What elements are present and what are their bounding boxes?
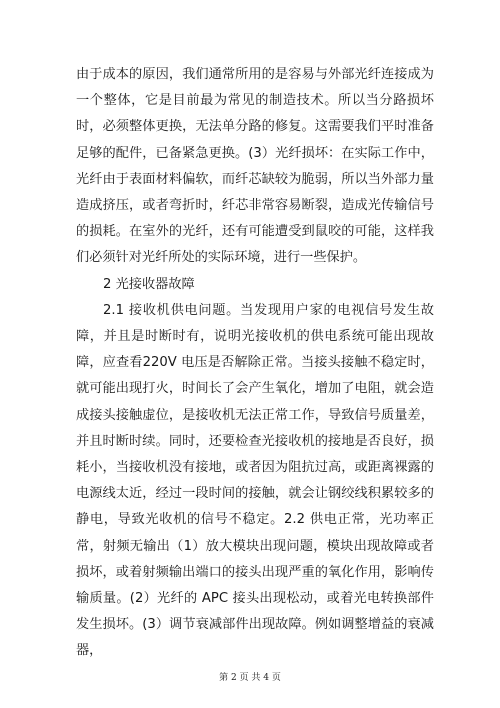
page-footer: 第 2 页 共 4 页: [219, 673, 281, 683]
section-heading-receiver-fault: 2 光接收器故障: [103, 276, 195, 292]
paragraph-fiber-damage: 由于成本的原因，我们通常所用的是容易与外部光纤连接成为一个整体，它是目前最为常见的制造技术。所以当分路损坏时，必须整体更换，无法单分路的修复。这需要我们平时准备足够的配件，已备紧急更换。(3）光纤损坏：在实际工作中，光纤由于表面材料偏软，而纤芯缺较为脆弱，所以当外部力量造成挤压，或者弯折时，纤芯非常容易断裂，造成光传输信号的损耗。在室外的光纤，还有可能遭受到鼠咬的可能，这样我们必须针对光纤所处的实际环境，进行一些保护。: [76, 67, 434, 266]
document-body: [76, 62, 434, 665]
paragraph-receiver-power: 2.1 接收机供电问题。当发现用户家的电视信号发生故障，并且是时断时有，说明光接收机的供电系统可能出现故障，应查看220V 电压是否解除正常。当接头接触不稳定时，就可能出现打火，时间长了会产生氧化，增加了电阻，就会造成接头接触虚位，是接收机无法正常工作，导致信号质量差，并且时断时续。同时，还要检查光接收机的接地是否良好，损耗小，当接收机没有接地，或者因为阻抗过高，或距离裸露的电源线太近，经过一段时间的接触，就会让钢绞线积累较多的静电，导致光收机的信号不稳定。2.2 供电正常，光功率正常，射频无输出（1）放大模块出现问题，模块出现故障或者损坏，或着射频输出端口的接头出现严重的氧化作用，影响传输质量。(2）光纤的 APC 接头出现松动，或着光电转换部件发生损坏。(3）调节衰减部件出现故障。例如调整增益的衰减器，: [76, 302, 434, 659]
